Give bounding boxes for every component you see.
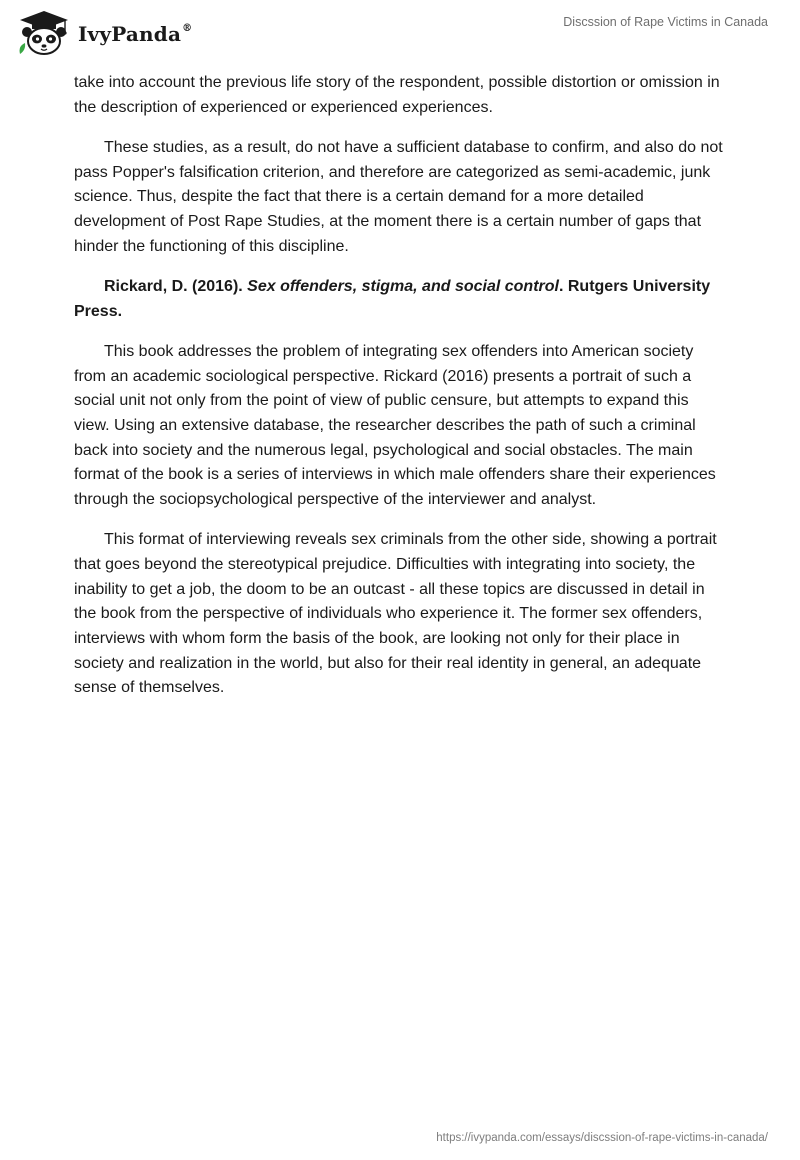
ivypanda-logo[interactable]	[14, 8, 192, 58]
document-title: Discssion of Rape Victims in Canada	[563, 15, 768, 29]
reference-author: Rickard, D. (2016).	[104, 277, 248, 295]
paragraph-studies: These studies, as a result, do not have a sufficient database to confirm, and also do not pass Popper's falsification criterion, and therefore are categorized as semi-academic, junk science. Thus, despite the fact that there is a certain demand for a more detailed development of Post Rape Studies, at the moment there is a certain number of gaps that hinder the functioning of this discipline.	[74, 138, 723, 255]
source-url[interactable]: https://ivypanda.com/essays/discssion-of-rape-victims-in-canada/	[436, 1132, 768, 1144]
paragraph-interview-format: This format of interviewing reveals sex criminals from the other side, showing a portrait that goes beyond the stereotypical prejudice. Difficulties with integrating into society, the inability to get a job, the doom to be an outcast - all these topics are discussed in detail in the book from the perspective of individuals who experience it. The former sex offenders, interviews with whom form the basis of the book, are looking not only for their place in society and realization in the world, but also for their real identity in general, an adequate sense of themselves.	[74, 531, 717, 697]
reference-entry	[74, 275, 726, 324]
paragraph-book-summary: This book addresses the problem of integrating sex offenders into American society from an academic sociological perspective. Rickard (2016) presents a portrait of such a social unit not only from the point of view of public censure, but attempts to expand this view. Using an extensive database, the researcher describes the path of such a criminal back into society and the numerous legal, psychological and social obstacles. The main format of the book is a series of interviews in which male offenders share their experiences through the sociopsychological perspective of the interviewer and analyst.	[74, 342, 716, 509]
brand-name: IvyPanda®	[78, 22, 193, 46]
page-header	[0, 0, 800, 66]
paragraph-continued: take into account the previous life story of the respondent, possible distortion or omission in the description of experienced or experienced experiences.	[74, 74, 720, 116]
panda-graduate-logo-icon	[14, 8, 74, 58]
reference-title: Sex offenders, stigma, and social control	[247, 277, 559, 295]
reference-publisher: . Rutgers University Press.	[74, 277, 711, 320]
document-body	[74, 71, 726, 717]
